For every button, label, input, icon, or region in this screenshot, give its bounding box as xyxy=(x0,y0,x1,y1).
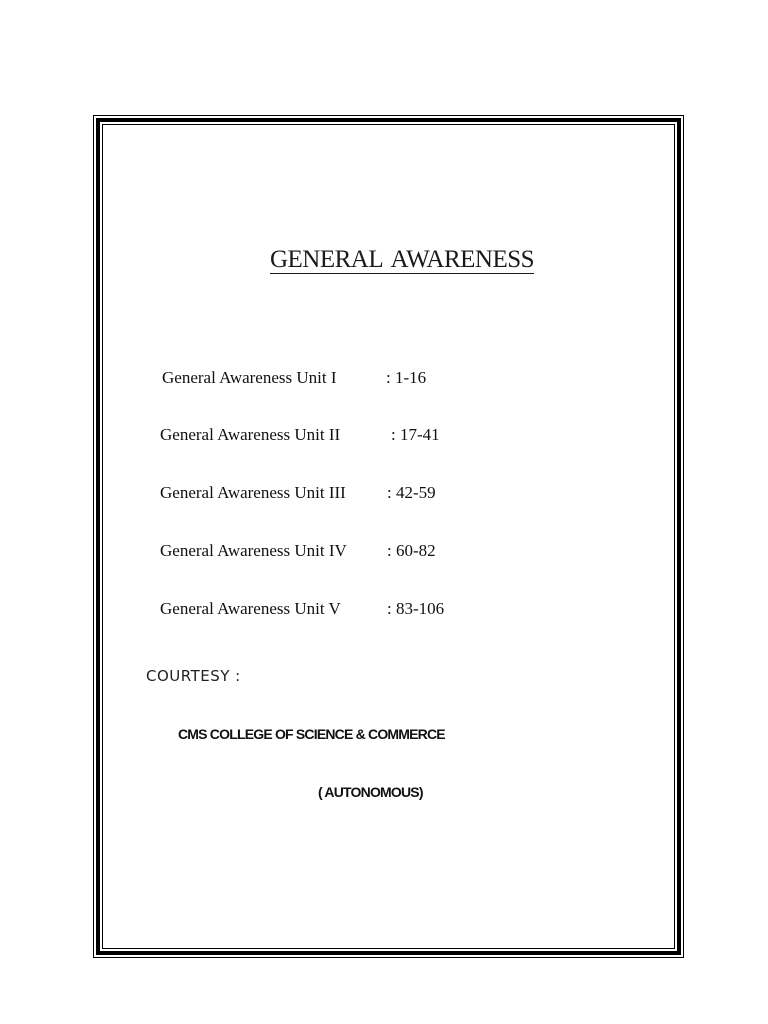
document-title-text: GENERAL AWARENESS xyxy=(269,246,535,273)
unit-pages: : 17-41 xyxy=(391,425,440,444)
unit-pages: : 1-16 xyxy=(386,368,427,387)
unit-label: General Awareness Unit II xyxy=(160,425,341,444)
unit-pages: : 60-82 xyxy=(387,541,436,560)
document-title xyxy=(0,246,768,274)
courtesy-label: COURTESY : xyxy=(146,667,241,685)
unit-label: General Awareness Unit III xyxy=(160,483,346,502)
college-status: ( AUTONOMOUS) xyxy=(318,784,423,800)
college-name: CMS COLLEGE OF SCIENCE & COMMERCE xyxy=(178,726,445,742)
unit-label: General Awareness Unit IV xyxy=(160,541,347,560)
unit-label: General Awareness Unit I xyxy=(162,368,337,387)
unit-pages: : 83-106 xyxy=(387,599,445,618)
unit-label: General Awareness Unit V xyxy=(160,599,341,618)
unit-pages: : 42-59 xyxy=(387,483,436,502)
